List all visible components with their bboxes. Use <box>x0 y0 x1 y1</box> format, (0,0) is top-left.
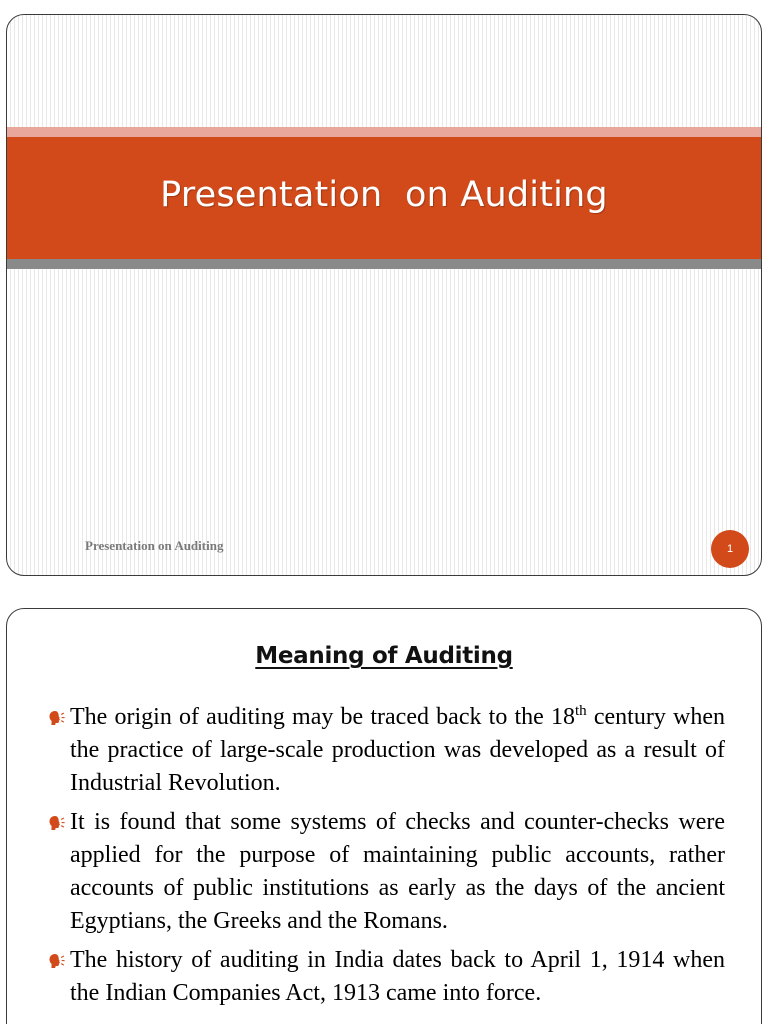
speaking-head-icon <box>48 814 68 832</box>
slide-footer: Presentation on Auditing <box>85 538 224 553</box>
bullet-item <box>45 944 725 1010</box>
speaking-head-icon <box>48 952 68 970</box>
title-slide <box>6 14 762 576</box>
bullet-text: The history of auditing in India dates back to April 1, 1914 when the Indian Companies Act, 1913 came into force. <box>70 947 725 1006</box>
bullet-list <box>45 701 725 1016</box>
page-number-badge: 1 <box>711 530 749 568</box>
bullet-superscript: th <box>575 703 587 719</box>
speaking-head-icon <box>48 709 68 727</box>
slide-title: Presentation on Auditing <box>160 175 608 215</box>
bullet-text-part: century when the practice of large-scale production was developed as a result of Industrial Revolution. <box>70 704 726 796</box>
title-band-bottom-stripe <box>7 259 761 269</box>
content-slide <box>6 608 762 1024</box>
title-band <box>7 137 761 259</box>
bullet-text-part: The origin of auditing may be traced back to the 18 <box>70 704 576 730</box>
bullet-item <box>45 806 725 938</box>
slide-heading: Meaning of Auditing <box>255 643 513 669</box>
bullet-item <box>45 701 725 800</box>
bullet-text: It is found that some systems of checks and counter-checks were applied for the purpose of maintaining public accounts, rather accounts of public institutions as early as the days of the ancient Egyptians, the Greeks and the Romans. <box>70 809 725 934</box>
title-band-top-stripe <box>7 127 761 137</box>
